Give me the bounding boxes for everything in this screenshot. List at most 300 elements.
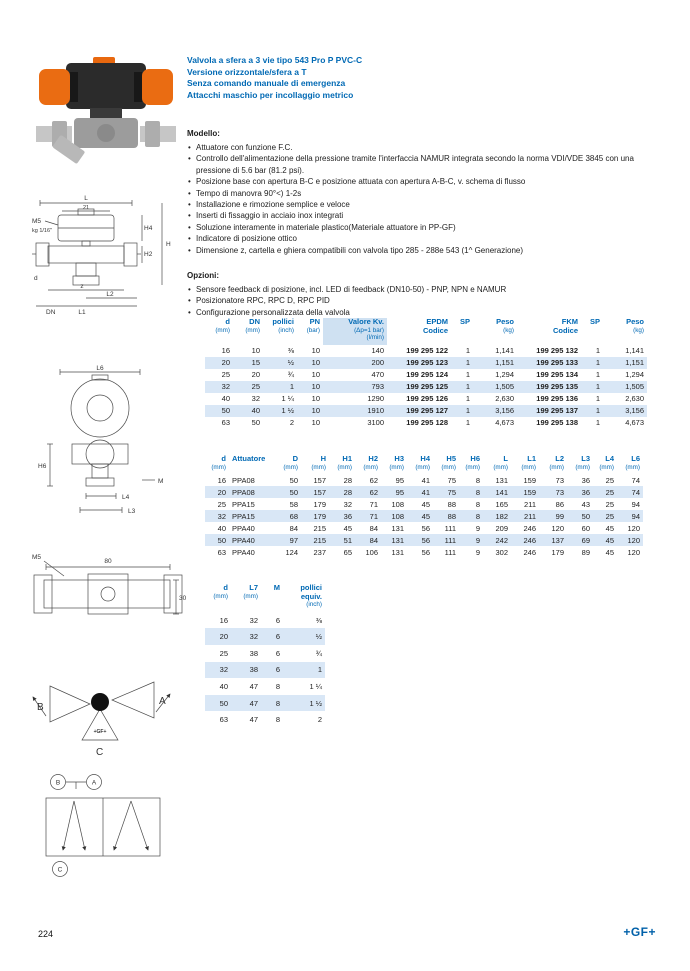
table-row — [205, 381, 647, 393]
table-cell: 84 — [289, 523, 298, 533]
table-cell: 75 — [447, 475, 456, 485]
bullet-item: • Posizionatore RPC, RPC D, RPC PID — [187, 295, 659, 306]
column-header: pollici (inch) — [272, 317, 294, 334]
table-row — [205, 612, 325, 629]
table-cell: 84 — [369, 535, 378, 545]
table-cell: 71 — [369, 499, 378, 509]
table-cell: 157 — [313, 487, 326, 497]
table-cell: 1,294 — [495, 370, 514, 380]
table-cell: 32 — [249, 632, 258, 642]
flow-position-diagram — [38, 770, 168, 880]
table-cell: 50 — [581, 511, 590, 521]
table-cell: 25 — [605, 511, 614, 521]
table-cell: 131 — [495, 475, 508, 485]
table-cell: 9 — [475, 547, 480, 557]
table-row — [205, 405, 647, 417]
table-cell: 199 295 123 — [406, 358, 448, 368]
table-cell: 215 — [313, 535, 326, 545]
product-photo — [36, 56, 178, 168]
title-line-3: Senza comando manuale di emergenza — [187, 78, 346, 88]
table-cell: 50 — [251, 418, 260, 428]
table-cell: 8 — [275, 698, 280, 708]
column-header: D (mm) — [283, 454, 298, 471]
table-cell: 36 — [581, 487, 590, 497]
table-cell: 50 — [289, 475, 298, 485]
table-cell: 199 295 135 — [536, 382, 578, 392]
table-cell: 89 — [581, 547, 590, 557]
table-cell: 45 — [343, 523, 352, 533]
dimension-table — [205, 455, 643, 558]
table-row — [205, 357, 647, 369]
column-header: Peso (kg) — [496, 317, 514, 334]
dimension-drawing-front — [32, 190, 184, 318]
table-cell: 41 — [421, 487, 430, 497]
table-cell: 1 — [465, 346, 470, 356]
table-cell: 45 — [605, 523, 614, 533]
table-cell: 1 — [595, 418, 600, 428]
table-cell: 111 — [444, 547, 456, 557]
bullet-item: • Installazione e rimozione semplice e veloce — [187, 199, 659, 210]
table-cell: 120 — [551, 523, 564, 533]
table-cell: 1,151 — [625, 358, 644, 368]
table-cell: 75 — [447, 487, 456, 497]
dim-label-L: L — [84, 195, 88, 202]
table-cell: 1 — [465, 358, 470, 368]
table-cell: 199 295 126 — [406, 394, 448, 404]
table-cell: 1 — [465, 382, 470, 392]
table-cell: 1290 — [367, 394, 384, 404]
table-row — [205, 678, 325, 695]
table-cell: ⅜ — [315, 615, 322, 625]
table-cell: 242 — [495, 535, 508, 545]
column-header: FKM Codice — [552, 317, 578, 335]
table-cell: 43 — [581, 499, 590, 509]
table-cell: 10 — [311, 418, 320, 428]
table-row — [205, 695, 325, 712]
table-cell: 25 — [219, 648, 228, 658]
table-cell: ¾ — [287, 370, 294, 380]
table-cell: 10 — [311, 406, 320, 416]
table-cell: 86 — [555, 499, 564, 509]
table-cell: 25 — [605, 475, 614, 485]
opzioni-list — [187, 284, 659, 318]
title-line-2: Versione orizzontale/sfera a T — [187, 66, 307, 77]
dim-label-z: z — [80, 283, 84, 290]
table-cell: 215 — [313, 523, 326, 533]
table-cell: 2 — [317, 715, 322, 725]
table-cell: 1,505 — [495, 382, 514, 392]
table-cell: 2,630 — [625, 394, 644, 404]
table-cell: 199 295 137 — [536, 406, 578, 416]
table-cell: 6 — [275, 648, 280, 658]
table-cell: 1 ½ — [309, 698, 322, 708]
table-cell: 25 — [605, 499, 614, 509]
table-cell: 40 — [219, 681, 228, 691]
table-cell: 58 — [289, 499, 298, 509]
table-cell: 3,156 — [625, 406, 644, 416]
table-cell: 1 — [595, 370, 600, 380]
table-cell: 63 — [219, 715, 228, 725]
kv-code-table — [205, 318, 647, 429]
port-label-C: C — [96, 747, 104, 757]
dim-label-30: 30 — [179, 595, 187, 602]
table-cell: 140 — [371, 346, 384, 356]
column-header: d (mm) — [215, 317, 230, 334]
table-cell: 141 — [495, 487, 508, 497]
table-cell: 25 — [251, 382, 260, 392]
table-cell: 199 295 124 — [406, 370, 448, 380]
table-cell: 2 — [289, 418, 294, 428]
table-cell: 10 — [311, 346, 320, 356]
table-cell: 246 — [523, 547, 536, 557]
table-cell: 1 — [465, 406, 470, 416]
thread-table — [205, 584, 325, 728]
column-header: H (mm) — [311, 454, 326, 471]
table-cell: 1,141 — [495, 346, 514, 356]
table-row — [205, 498, 643, 510]
table-header-row — [205, 318, 647, 345]
table-cell: 1 — [289, 382, 294, 392]
table-cell: 131 — [391, 547, 404, 557]
table-cell: 40 — [221, 394, 230, 404]
product-title — [187, 55, 362, 101]
table-cell: 1 ½ — [281, 406, 294, 416]
table-row — [205, 628, 325, 645]
bullet-item: • Indicatore di posizione ottico — [187, 233, 659, 244]
table-cell: 88 — [447, 499, 456, 509]
table-cell: 1 — [465, 394, 470, 404]
table-cell: 16 — [221, 346, 230, 356]
table-cell: 237 — [313, 547, 326, 557]
table-cell: ¾ — [315, 648, 322, 658]
table-cell: 131 — [391, 523, 404, 533]
table-cell: 1 — [595, 394, 600, 404]
dim-label-L4: L4 — [122, 494, 130, 501]
dim-label-L3: L3 — [128, 508, 136, 515]
table-cell: 32 — [343, 499, 352, 509]
dim-label-DN: DN — [46, 309, 56, 316]
table-cell: 99 — [555, 511, 564, 521]
table-cell: 40 — [251, 406, 260, 416]
table-cell: 3100 — [367, 418, 384, 428]
bullet-item: • Soluzione interamente in materiale plastico(Materiale attuatore in PP-GF) — [187, 222, 659, 233]
table-cell: 1 — [465, 418, 470, 428]
page-number: 224 — [38, 929, 54, 939]
table-header-row — [205, 455, 643, 474]
table-cell: 8 — [275, 715, 280, 725]
table-cell: PPA15 — [232, 499, 255, 509]
table-cell: 2,630 — [495, 394, 514, 404]
table-cell: 1,505 — [625, 382, 644, 392]
table-cell: 1,294 — [625, 370, 644, 380]
table-cell: PPA08 — [232, 475, 255, 485]
table-row — [205, 645, 325, 662]
table-cell: 470 — [371, 370, 384, 380]
table-cell: 1 — [595, 406, 600, 416]
table-cell: 199 295 133 — [536, 358, 578, 368]
table-cell: 199 295 134 — [536, 370, 578, 380]
table-cell: 182 — [495, 511, 508, 521]
table-cell: 50 — [289, 487, 298, 497]
table-cell: 199 295 122 — [406, 346, 448, 356]
table-cell: ⅜ — [287, 346, 294, 356]
flow-schema-diagram — [30, 652, 175, 757]
table-cell: 111 — [444, 523, 456, 533]
table-row — [205, 522, 643, 534]
table-cell: 25 — [605, 487, 614, 497]
table-cell: 74 — [631, 475, 640, 485]
table-cell: 199 295 136 — [536, 394, 578, 404]
table-cell: 32 — [221, 382, 230, 392]
table-cell: 1 ¼ — [281, 394, 294, 404]
table-cell: PPA40 — [232, 523, 255, 533]
table-cell: PPA40 — [232, 547, 255, 557]
dim-label-21: 21 — [82, 205, 90, 211]
column-header: L6 (mm) — [625, 454, 640, 471]
column-header: EPDM Codice — [422, 317, 448, 335]
table-cell: 63 — [217, 547, 226, 557]
dim-label-M5: M5 — [32, 554, 42, 561]
table-cell: 36 — [343, 511, 352, 521]
table-cell: 199 295 127 — [406, 406, 448, 416]
table-cell: 28 — [343, 487, 352, 497]
table-cell: 47 — [249, 681, 258, 691]
table-cell: 73 — [555, 475, 564, 485]
table-cell: 120 — [627, 535, 640, 545]
actuator-right-cap — [142, 69, 173, 105]
port-label-A: A — [159, 696, 166, 707]
table-cell: 4,673 — [495, 418, 514, 428]
dim-label-80: 80 — [104, 558, 112, 565]
title-line-1: Valvola a sfera a 3 vie tipo 543 Pro P PVC-C — [187, 55, 363, 65]
table-cell: 1,151 — [495, 358, 514, 368]
table-cell: PPA40 — [232, 535, 255, 545]
table-row — [205, 711, 325, 728]
table-cell: 1,141 — [625, 346, 644, 356]
table-cell: ½ — [287, 358, 294, 368]
table-cell: 9 — [475, 535, 480, 545]
table-cell: 20 — [217, 487, 226, 497]
table-cell: 209 — [495, 523, 508, 533]
table-cell: 1 — [595, 346, 600, 356]
table-cell: 50 — [221, 406, 230, 416]
table-row — [205, 369, 647, 381]
table-cell: 10 — [311, 394, 320, 404]
table-cell: 6 — [275, 632, 280, 642]
table-row — [205, 486, 643, 498]
table-cell: 1 — [595, 358, 600, 368]
table-cell: 793 — [371, 382, 384, 392]
table-body — [205, 612, 325, 728]
table-cell: 6 — [275, 665, 280, 675]
table-cell: 32 — [219, 665, 228, 675]
column-header: Valore Kv. (Δp=1 bar) (l/min) — [323, 318, 387, 345]
table-cell: 25 — [221, 370, 230, 380]
table-row — [205, 393, 647, 405]
table-body — [205, 345, 647, 429]
table-cell: 60 — [581, 523, 590, 533]
table-cell: 65 — [343, 547, 352, 557]
table-cell: 51 — [343, 535, 352, 545]
table-cell: 1910 — [367, 406, 384, 416]
modello-section — [187, 129, 665, 256]
dim-label-kg: kg 1/16" — [32, 228, 52, 234]
table-cell: 32 — [249, 615, 258, 625]
table-row — [205, 345, 647, 357]
table-cell: 302 — [495, 547, 508, 557]
dim-label-L2: L2 — [106, 291, 114, 298]
column-header: H6 (mm) — [465, 454, 480, 471]
table-cell: 137 — [551, 535, 564, 545]
column-header: M — [273, 583, 280, 592]
port-label-B: B — [37, 702, 44, 713]
table-body — [205, 474, 643, 558]
table-header-row — [205, 584, 325, 612]
column-header: H5 (mm) — [441, 454, 456, 471]
table-row — [205, 417, 647, 429]
bullet-item: • Sensore feedback di posizione, incl. LED di feedback (DN10-50) - PNP, NPN e NAMUR — [187, 284, 659, 295]
bullet-item: • Configurazione personalizzata della valvola — [187, 307, 659, 318]
column-header: H2 (mm) — [363, 454, 378, 471]
column-header: Attuatore — [232, 454, 266, 463]
table-cell: 8 — [275, 681, 280, 691]
dim-label-M5: M5 — [32, 218, 42, 225]
column-header: L3 (mm) — [575, 454, 590, 471]
table-cell: 45 — [421, 499, 430, 509]
table-cell: 179 — [313, 499, 326, 509]
position-label-A: A — [91, 779, 97, 787]
table-row — [205, 510, 643, 522]
table-cell: 159 — [523, 487, 536, 497]
table-cell: 41 — [421, 475, 430, 485]
table-cell: 200 — [371, 358, 384, 368]
table-cell: 8 — [475, 499, 480, 509]
table-row — [205, 546, 643, 558]
table-cell: 88 — [447, 511, 456, 521]
table-cell: 36 — [581, 475, 590, 485]
bullet-item: • Attuatore con funzione F.C. — [187, 142, 659, 153]
table-cell: 124 — [285, 547, 298, 557]
table-cell: 32 — [217, 511, 226, 521]
table-row — [205, 662, 325, 679]
column-header: H3 (mm) — [389, 454, 404, 471]
table-cell: 50 — [219, 698, 228, 708]
column-header: PN (bar) — [306, 317, 320, 334]
table-cell: 68 — [289, 511, 298, 521]
table-cell: 8 — [475, 511, 480, 521]
column-header: SP — [589, 317, 600, 326]
table-cell: 10 — [311, 382, 320, 392]
column-header: L2 (mm) — [549, 454, 564, 471]
title-line-4: Attacchi maschio per incollaggio metrico — [187, 89, 354, 100]
table-cell: 199 295 138 — [536, 418, 578, 428]
table-cell: 16 — [219, 615, 228, 625]
table-cell: 165 — [495, 499, 508, 509]
column-header: SP — [459, 317, 470, 326]
table-cell: 45 — [421, 511, 430, 521]
table-cell: 3,156 — [495, 406, 514, 416]
table-cell: 111 — [444, 535, 456, 545]
table-cell: 56 — [421, 535, 430, 545]
column-header: d (mm) — [211, 454, 226, 471]
table-cell: 94 — [631, 511, 640, 521]
dim-label-H: H — [166, 241, 171, 248]
table-cell: 28 — [343, 475, 352, 485]
table-cell: 73 — [555, 487, 564, 497]
position-label-B: B — [55, 779, 61, 787]
table-cell: PPA08 — [232, 487, 255, 497]
table-cell: 1 — [317, 665, 322, 675]
table-cell: 6 — [275, 615, 280, 625]
dim-label-L6: L6 — [96, 365, 104, 372]
table-cell: 69 — [581, 535, 590, 545]
bullet-item: • Controllo dell'alimentazione della pressione tramite l'interfaccia NAMUR integrata secondo la norma VDI/VDE 3845 con una pressione di 5.6 bar (81.2 psi). — [187, 153, 659, 176]
table-cell: 74 — [631, 487, 640, 497]
table-cell: 246 — [523, 535, 536, 545]
table-cell: 211 — [524, 499, 536, 509]
table-cell: PPA15 — [232, 511, 255, 521]
table-cell: 199 295 128 — [406, 418, 448, 428]
table-cell: 50 — [217, 535, 226, 545]
table-cell: 56 — [421, 547, 430, 557]
table-cell: 157 — [313, 475, 326, 485]
brand-logo: +GF+ — [623, 925, 656, 939]
table-row — [205, 534, 643, 546]
table-cell: 20 — [219, 632, 228, 642]
column-header: L1 (mm) — [521, 454, 536, 471]
modello-list — [187, 142, 659, 256]
column-header: Peso (kg) — [626, 317, 644, 334]
dim-label-H6: H6 — [38, 463, 47, 470]
dim-label-L1: L1 — [78, 309, 86, 316]
table-cell: 20 — [221, 358, 230, 368]
dim-label-d: d — [34, 275, 38, 282]
bullet-item: • Tempo di manovra 90°<) 1-2s — [187, 188, 659, 199]
table-cell: 32 — [251, 394, 260, 404]
actuator-left-cap — [39, 69, 70, 105]
column-header: H4 (mm) — [415, 454, 430, 471]
column-header: H1 (mm) — [337, 454, 352, 471]
table-cell: 179 — [313, 511, 326, 521]
table-cell: 10 — [251, 346, 260, 356]
dim-label-M: M — [158, 478, 164, 485]
table-cell: 71 — [369, 511, 378, 521]
modello-heading: Modello: — [187, 129, 220, 138]
dimension-drawing-top — [30, 550, 188, 650]
table-cell: 84 — [369, 523, 378, 533]
table-cell: 45 — [605, 547, 614, 557]
table-cell: 8 — [475, 475, 480, 485]
column-header: pollici equiv. (inch) — [300, 583, 322, 609]
table-cell: 95 — [395, 487, 404, 497]
opzioni-section — [187, 271, 665, 318]
table-cell: 4,673 — [625, 418, 644, 428]
table-cell: 106 — [365, 547, 378, 557]
table-cell: 10 — [311, 358, 320, 368]
dim-label-H4: H4 — [144, 225, 153, 232]
dim-label-H2: H2 — [144, 251, 153, 258]
column-header: L (mm) — [493, 454, 508, 471]
table-cell: 56 — [421, 523, 430, 533]
position-label-C: C — [57, 866, 63, 874]
table-cell: 97 — [289, 535, 298, 545]
table-cell: 211 — [524, 511, 536, 521]
table-cell: 16 — [217, 475, 226, 485]
column-header: DN (mm) — [245, 317, 260, 334]
table-cell: 1 — [465, 370, 470, 380]
table-cell: 38 — [249, 648, 258, 658]
table-cell: 47 — [249, 715, 258, 725]
